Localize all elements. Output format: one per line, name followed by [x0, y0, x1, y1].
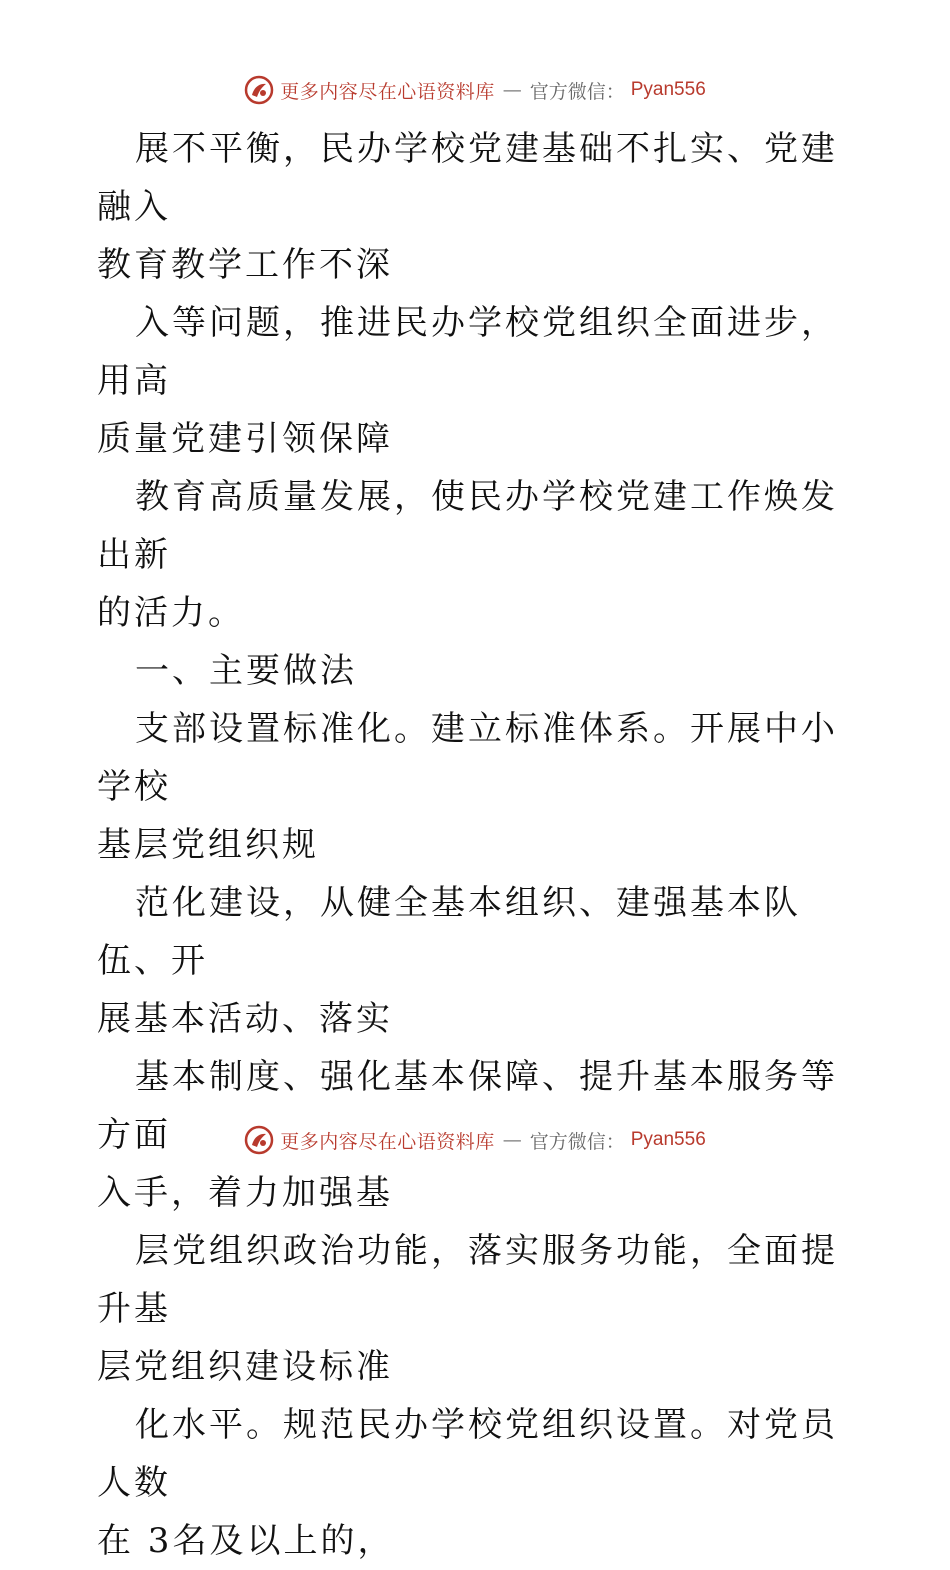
watermark-text: 更多内容尽在心语资料库	[280, 1130, 495, 1153]
document-body	[97, 120, 857, 1570]
text-line: 入等问题，推进民办学校党组织全面进步，用高	[97, 303, 838, 401]
paragraph	[97, 1396, 857, 1570]
paragraph	[97, 1222, 857, 1396]
text-line: 支部设置标准化。建立标准体系。开展中小学校	[97, 709, 838, 807]
watermark-contact-id: Pyan556	[630, 79, 706, 100]
section-heading	[97, 642, 857, 700]
text-line: 层党组织政治功能，落实服务功能，全面提升基	[97, 1231, 838, 1329]
text-line: 的活力。	[97, 593, 245, 633]
text-line: 展不平衡，民办学校党建基础不扎实、党建融入	[97, 129, 838, 227]
text-line: 在 3名及以上的，	[97, 1521, 395, 1561]
text-line: 教育高质量发展，使民办学校党建工作焕发出新	[97, 477, 838, 575]
text-line: 基层党组织规	[97, 825, 319, 865]
text-line: 教育教学工作不深	[97, 245, 393, 285]
watermark-contact-id: Pyan556	[630, 1129, 706, 1150]
paragraph	[97, 874, 857, 1048]
text-line: 展基本活动、落实	[97, 999, 393, 1039]
brand-logo-icon	[244, 75, 274, 105]
text-line: 范化建设，从健全基本组织、建强基本队伍、开	[97, 883, 801, 981]
watermark-contact-label: 官方微信：	[529, 80, 625, 103]
paragraph	[97, 468, 857, 642]
paragraph	[97, 294, 857, 468]
paragraph	[97, 120, 857, 294]
text-line: 质量党建引领保障	[97, 419, 393, 459]
watermark-separator: —	[502, 79, 522, 101]
text-line: 一、主要做法	[135, 651, 357, 691]
watermark-separator: —	[502, 1129, 522, 1151]
text-line: 化水平。规范民办学校党组织设置。对党员人数	[97, 1405, 838, 1503]
paragraph	[97, 700, 857, 874]
text-line: 入手，着力加强基	[97, 1173, 393, 1213]
watermark-text: 更多内容尽在心语资料库	[280, 80, 495, 103]
text-line: 层党组织建设标准	[97, 1347, 393, 1387]
brand-logo-icon	[244, 1125, 274, 1155]
header-watermark	[0, 72, 950, 108]
footer-watermark	[0, 1122, 950, 1158]
watermark-contact-label: 官方微信：	[529, 1130, 625, 1153]
text-line: 基本制度、强化基本保障、提升基本服务等方面	[97, 1057, 838, 1155]
